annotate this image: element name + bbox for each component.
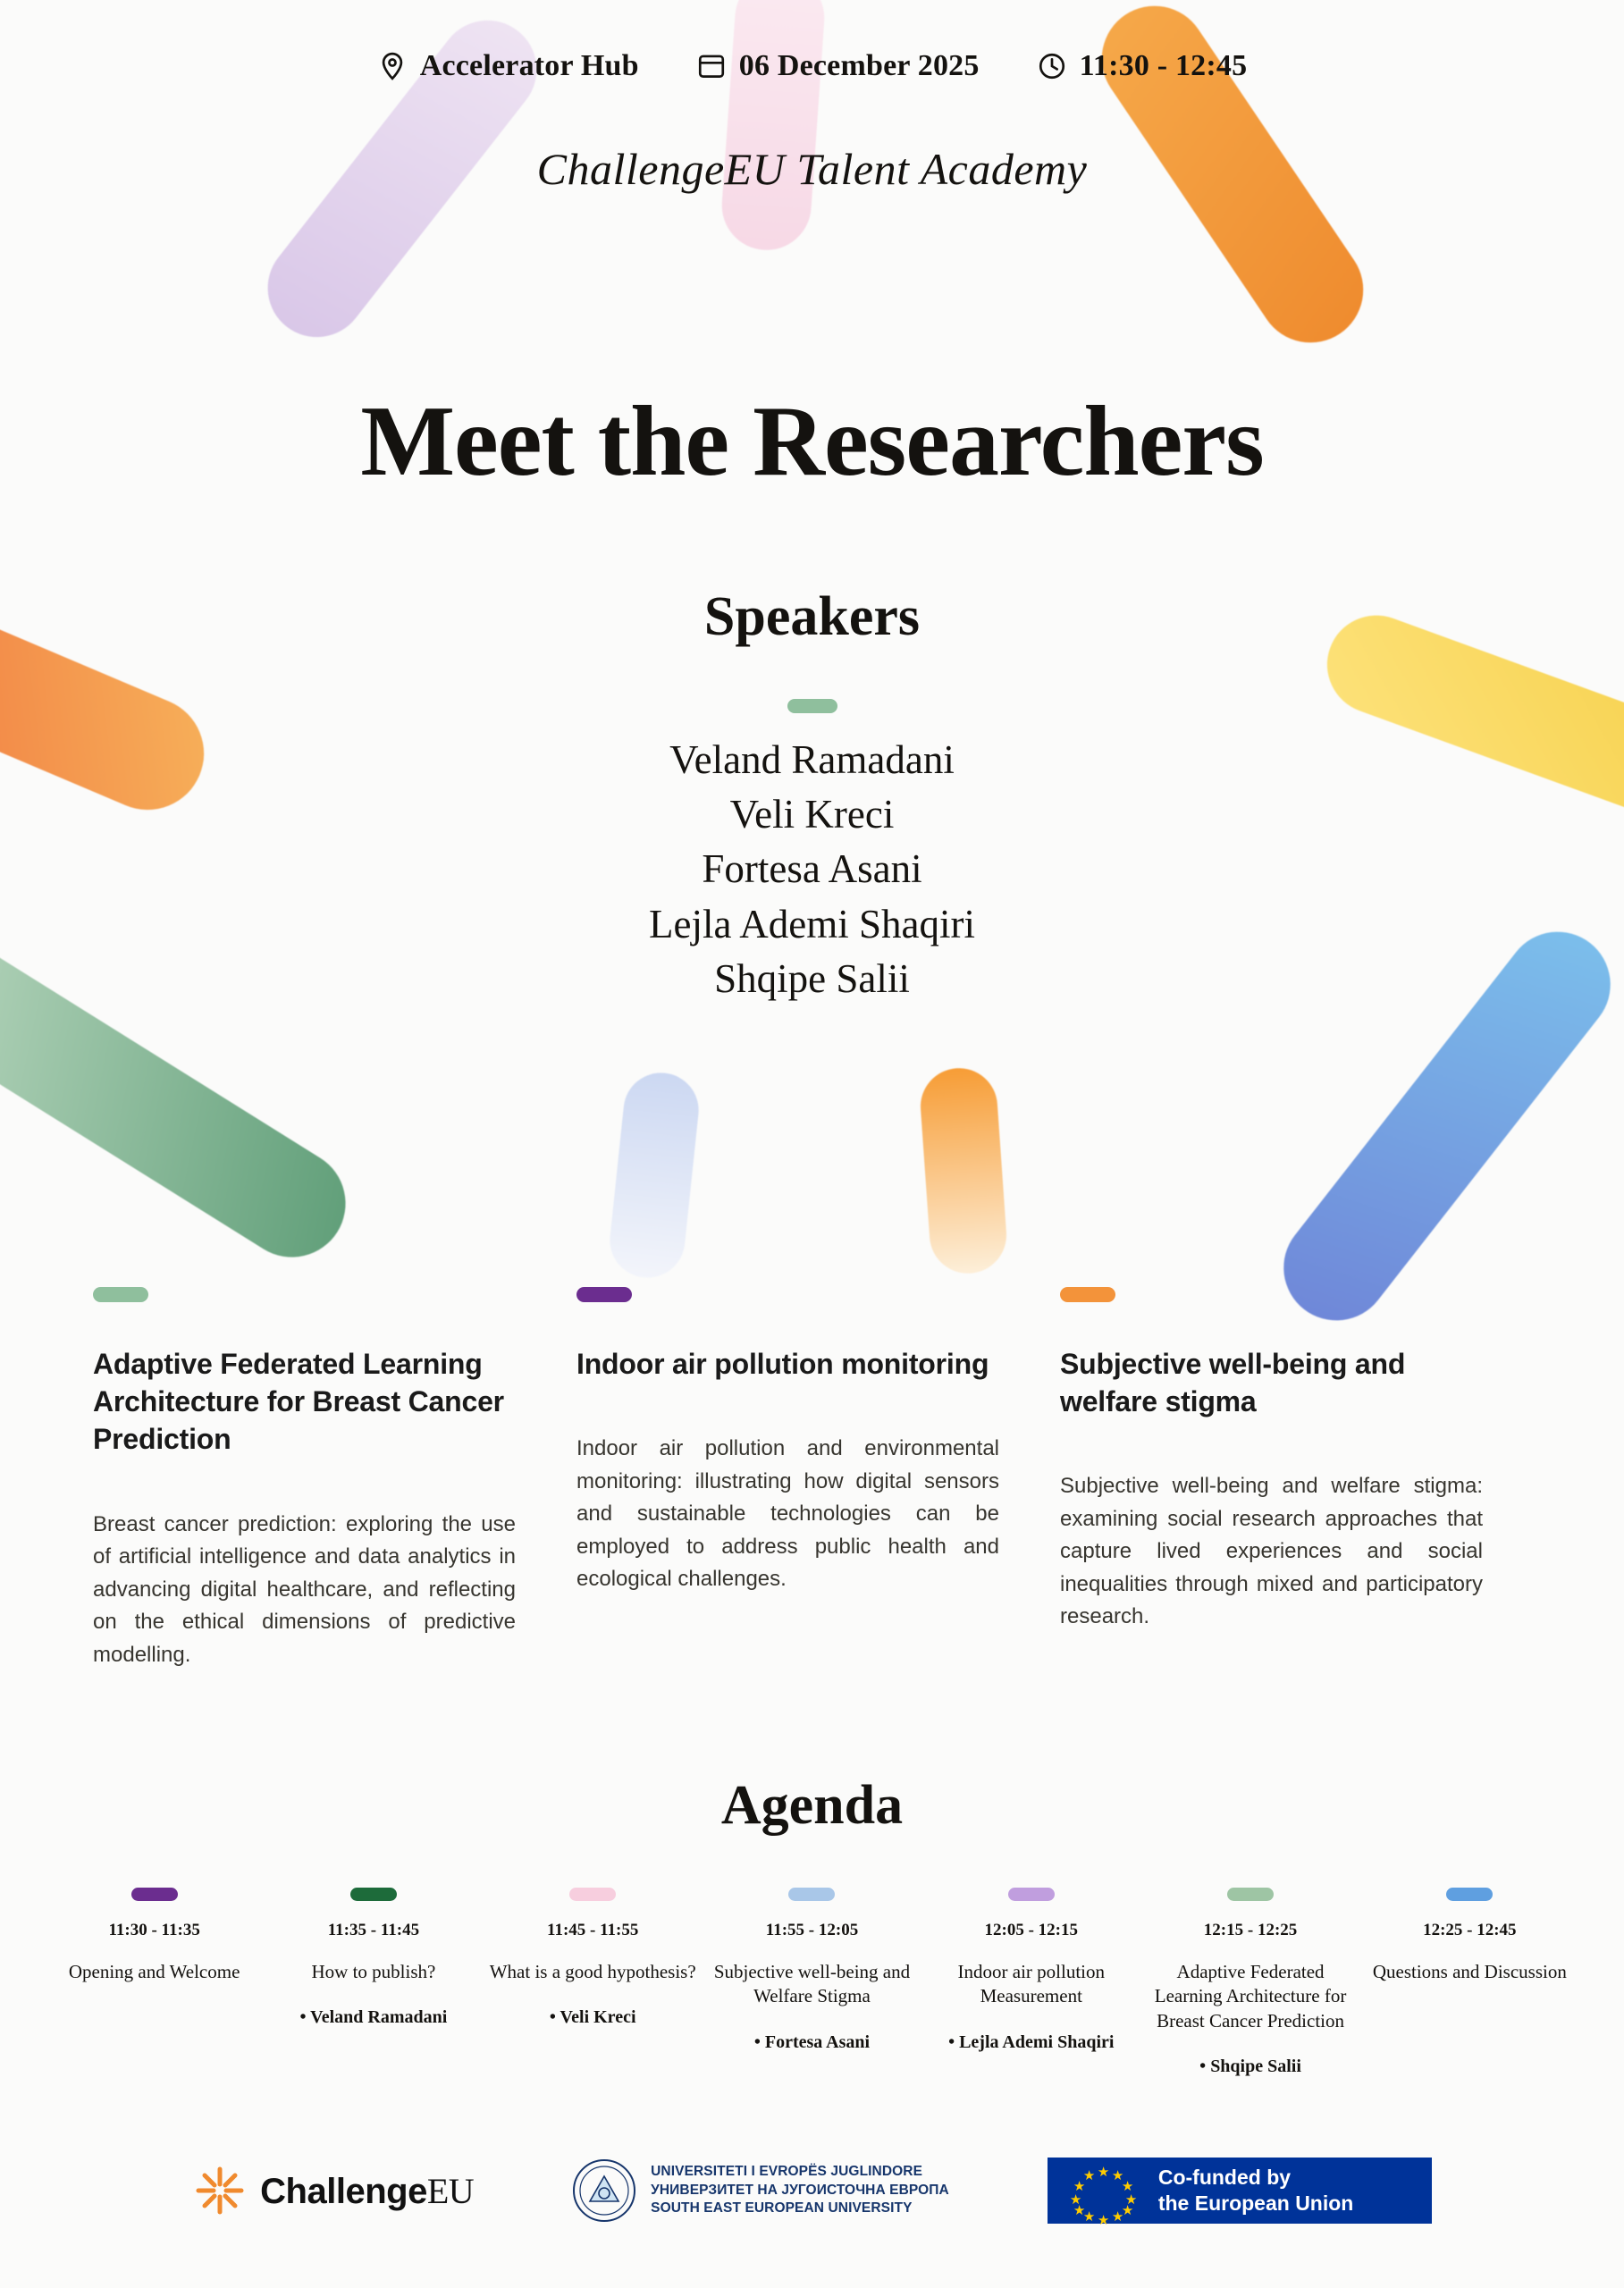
agenda-pill xyxy=(788,1888,835,1901)
event-meta-row xyxy=(0,49,1624,83)
eu-word: EU xyxy=(426,2170,475,2211)
agenda-time: 12:05 - 12:15 xyxy=(984,1921,1078,1939)
agenda-speaker: • Shqipe Salii xyxy=(1146,2057,1354,2077)
agenda-title: What is a good hypothesis? xyxy=(489,1961,696,1982)
speaker-name: Shqipe Salii xyxy=(714,955,910,1001)
seeu-line-en: SOUTH EAST EUROPEAN UNIVERSITY xyxy=(651,2200,913,2216)
eu-stars: ★ ★ ★ ★ ★ ★ ★ ★ ★ ★ ★ ★ xyxy=(1069,2165,1138,2228)
footer-logos xyxy=(0,2158,1624,2228)
agenda-title: Questions and Discussion xyxy=(1372,1961,1567,1982)
agenda-title: How to publish? xyxy=(311,1961,436,1982)
agenda-time: 11:35 - 11:45 xyxy=(327,1921,420,1939)
seeu-name-lines xyxy=(651,2163,949,2219)
agenda-pill xyxy=(1446,1888,1493,1901)
agenda-title: Indoor air pollution Measurement xyxy=(957,1961,1105,2007)
seeu-line-sq: UNIVERSITETI I EVROPËS JUGLINDORE xyxy=(651,2163,923,2179)
topic-tag-pill xyxy=(1060,1287,1115,1302)
meta-date-text: 06 December 2025 xyxy=(738,49,980,82)
agenda-pill xyxy=(569,1888,616,1901)
challenge-eu-logo xyxy=(192,2163,474,2218)
starburst-icon xyxy=(192,2163,248,2218)
meta-date xyxy=(696,49,980,83)
agenda-time: 12:15 - 12:25 xyxy=(1203,1921,1298,1939)
agenda-title: Adaptive Federated Learning Architecture for Breast Cancer Prediction xyxy=(1154,1961,1347,2031)
meta-location xyxy=(377,49,639,83)
topic-card xyxy=(1060,1287,1483,1671)
topic-tag-pill xyxy=(93,1287,148,1302)
agenda-item xyxy=(1140,1888,1359,2077)
clock-icon xyxy=(1037,51,1067,81)
academy-subtitle: ChallengeEU Talent Academy xyxy=(536,144,1088,194)
speakers-heading: Speakers xyxy=(703,586,921,647)
eu-cofunded-logo xyxy=(1048,2158,1432,2228)
agenda-time: 11:45 - 11:55 xyxy=(547,1921,639,1939)
agenda-pill xyxy=(1227,1888,1274,1901)
speaker-name: Veli Kreci xyxy=(729,792,895,837)
topic-card xyxy=(93,1287,516,1671)
agenda-item xyxy=(45,1888,264,2077)
topic-tag-pill xyxy=(576,1287,632,1302)
seeu-seal-icon xyxy=(572,2158,636,2223)
agenda-speaker: • Veli Kreci xyxy=(489,2007,697,2028)
topic-body: Breast cancer prediction: exploring the use of artificial intelligence and data analytics in advancing digital healthcare, and reflecting on the ethical dimensions of predictive modelling. xyxy=(93,1511,516,1667)
calendar-icon xyxy=(696,51,727,81)
speaker-name: Veland Ramadani xyxy=(669,737,955,782)
topic-body: Subjective well-being and welfare stigma: examining social research approaches that capture lived experiences and social inequalities through mixed and participatory research. xyxy=(1060,1474,1483,1629)
agenda-item xyxy=(1360,1888,1579,2077)
agenda-speaker: • Veland Ramadani xyxy=(269,2007,477,2028)
blob-pink xyxy=(719,0,827,253)
speakers-list xyxy=(0,733,1624,1006)
seeu-line-mk: УНИВЕРЗИТЕТ НА ЈУГОИСТОЧНА ЕВРОПА xyxy=(651,2182,949,2198)
agenda-heading: Agenda xyxy=(720,1775,904,1836)
agenda-item xyxy=(921,1888,1140,2077)
agenda-time: 11:30 - 11:35 xyxy=(108,1921,200,1939)
location-pin-icon xyxy=(377,51,408,81)
challenge-word: Challenge xyxy=(260,2171,427,2211)
topic-title: Adaptive Federated Learning Architecture for Breast Cancer Prediction xyxy=(93,1348,504,1456)
meta-location-text: Accelerator Hub xyxy=(419,49,639,82)
meta-time xyxy=(1037,49,1248,83)
topic-title: Subjective well-being and welfare stigma xyxy=(1060,1348,1406,1418)
topics-section xyxy=(93,1287,1541,1671)
agenda-speaker: • Lejla Ademi Shaqiri xyxy=(927,2032,1135,2053)
topic-card xyxy=(576,1287,999,1671)
agenda-list xyxy=(45,1888,1579,2077)
blob-orange-mid xyxy=(918,1065,1009,1275)
agenda-title: Subjective well-being and Welfare Stigma xyxy=(713,1961,911,2007)
topic-body: Indoor air pollution and environmental monitoring: illustrating how digital sensors and sustainable technologies can be employed to address public health and ecological challenges. xyxy=(576,1436,999,1592)
eu-cofunded-line1: Co-funded by xyxy=(1157,2166,1292,2190)
speakers-divider-pill xyxy=(787,699,837,713)
speaker-name: Fortesa Asani xyxy=(702,846,922,892)
agenda-item xyxy=(703,1888,921,2077)
seeu-logo xyxy=(572,2158,949,2223)
blob-periwinkle xyxy=(606,1069,703,1282)
eu-cofunded-caption xyxy=(1158,2165,1354,2216)
page-title: Meet the Researchers xyxy=(360,386,1264,497)
topic-title: Indoor air pollution monitoring xyxy=(576,1348,989,1380)
speaker-name: Lejla Ademi Shaqiri xyxy=(649,901,975,946)
agenda-time: 11:55 - 12:05 xyxy=(765,1921,859,1939)
agenda-pill xyxy=(1008,1888,1055,1901)
challenge-eu-wordmark xyxy=(260,2170,474,2212)
eu-cofunded-line2: the European Union xyxy=(1157,2191,1354,2215)
meta-time-text: 11:30 - 12:45 xyxy=(1079,49,1248,82)
agenda-time: 12:25 - 12:45 xyxy=(1423,1921,1517,1939)
agenda-item xyxy=(484,1888,703,2077)
agenda-pill xyxy=(350,1888,397,1901)
agenda-pill xyxy=(131,1888,178,1901)
agenda-speaker: • Fortesa Asani xyxy=(708,2032,916,2053)
agenda-item xyxy=(264,1888,483,2077)
agenda-title: Opening and Welcome xyxy=(68,1961,240,1982)
